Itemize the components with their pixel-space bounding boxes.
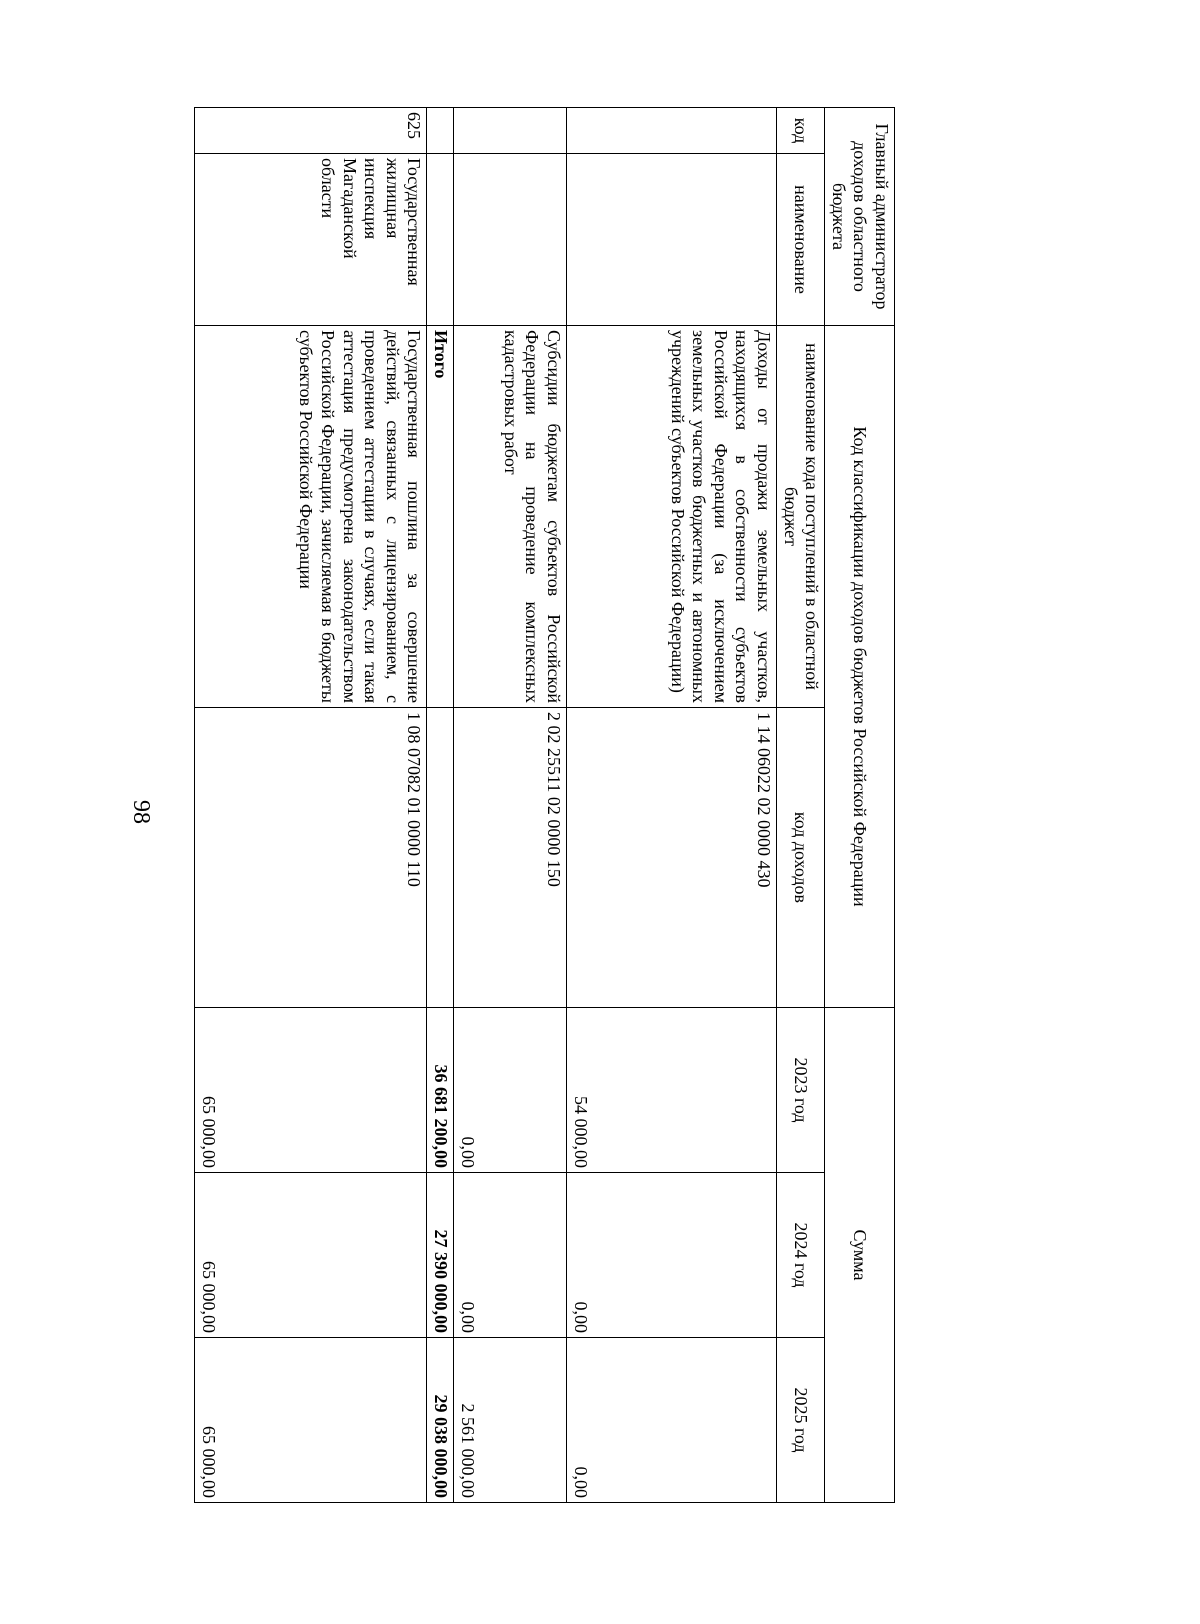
row-admin-name: Государственная жилищная инспекция Магаданской области <box>195 154 427 326</box>
row-value-2025: 65 000,00 <box>195 1338 427 1503</box>
total-2024: 27 390 000,00 <box>427 1173 454 1338</box>
row-value-2025: 2 561 000,00 <box>454 1338 567 1503</box>
header-kbk: Код классификации доходов бюджетов Российской Федерации <box>825 326 895 1008</box>
total-empty-name <box>427 154 454 326</box>
rotated-table-container <box>199 107 895 1502</box>
header-row-1 <box>825 108 895 1503</box>
row-code <box>567 108 777 154</box>
row-value-2023: 0,00 <box>454 1008 567 1173</box>
total-empty-income-code <box>427 708 454 1008</box>
row-value-2023: 65 000,00 <box>195 1008 427 1173</box>
row-value-2024: 0,00 <box>454 1173 567 1338</box>
header-income-code: код доходов <box>777 708 825 1008</box>
total-2023: 36 681 200,00 <box>427 1008 454 1173</box>
row-admin-name <box>454 154 567 326</box>
row-income-code: 1 14 06022 02 0000 430 <box>567 708 777 1008</box>
total-row <box>427 108 454 1503</box>
header-year-2024: 2024 год <box>777 1173 825 1338</box>
row-admin-name <box>567 154 777 326</box>
rotated-table-content <box>199 107 895 1502</box>
total-empty-code <box>427 108 454 154</box>
total-label: Итого <box>427 326 454 708</box>
row-value-2024: 65 000,00 <box>195 1173 427 1338</box>
row-income-name: Субсидии бюджетам субъектов Российской Федерации на проведение комплексных кадастровых работ <box>454 326 567 708</box>
row-code <box>454 108 567 154</box>
header-income-name: наименование кода поступлений в областной бюджет <box>777 326 825 708</box>
row-income-code: 2 02 25511 02 0000 150 <box>454 708 567 1008</box>
header-code: код <box>777 108 825 154</box>
header-row-2 <box>777 108 825 1503</box>
row-code: 625 <box>195 108 427 154</box>
header-name: наименование <box>777 154 825 326</box>
page-number: 98 <box>128 800 155 824</box>
header-year-2025: 2025 год <box>777 1338 825 1503</box>
table-row <box>195 108 427 1503</box>
revenue-table <box>194 107 895 1503</box>
row-income-code: 1 08 07082 01 0000 110 <box>195 708 427 1008</box>
row-value-2025: 0,00 <box>567 1338 777 1503</box>
row-value-2024: 0,00 <box>567 1173 777 1338</box>
total-2025: 29 038 000,00 <box>427 1338 454 1503</box>
table-row <box>567 108 777 1503</box>
header-admin: Главный администратор доходов областного бюджета <box>825 108 895 326</box>
header-sum: Сумма <box>825 1008 895 1503</box>
table-row <box>454 108 567 1503</box>
header-year-2023: 2023 год <box>777 1008 825 1173</box>
row-income-name: Государственная пошлина за совершение действий, связанных с лицензированием, с проведением аттестации в случаях, если такая аттестация предусмотрена законодательством Российской Федерации, зачисляемая в бюджеты субъектов Российской Федерации <box>195 326 427 708</box>
row-value-2023: 54 000,00 <box>567 1008 777 1173</box>
row-income-name: Доходы от продажи земельных участков, находящихся в собственности субъектов Российской Федерации (за исключением земельных участков бюджетных и автономных учреждений субъектов Российской Федерации) <box>567 326 777 708</box>
